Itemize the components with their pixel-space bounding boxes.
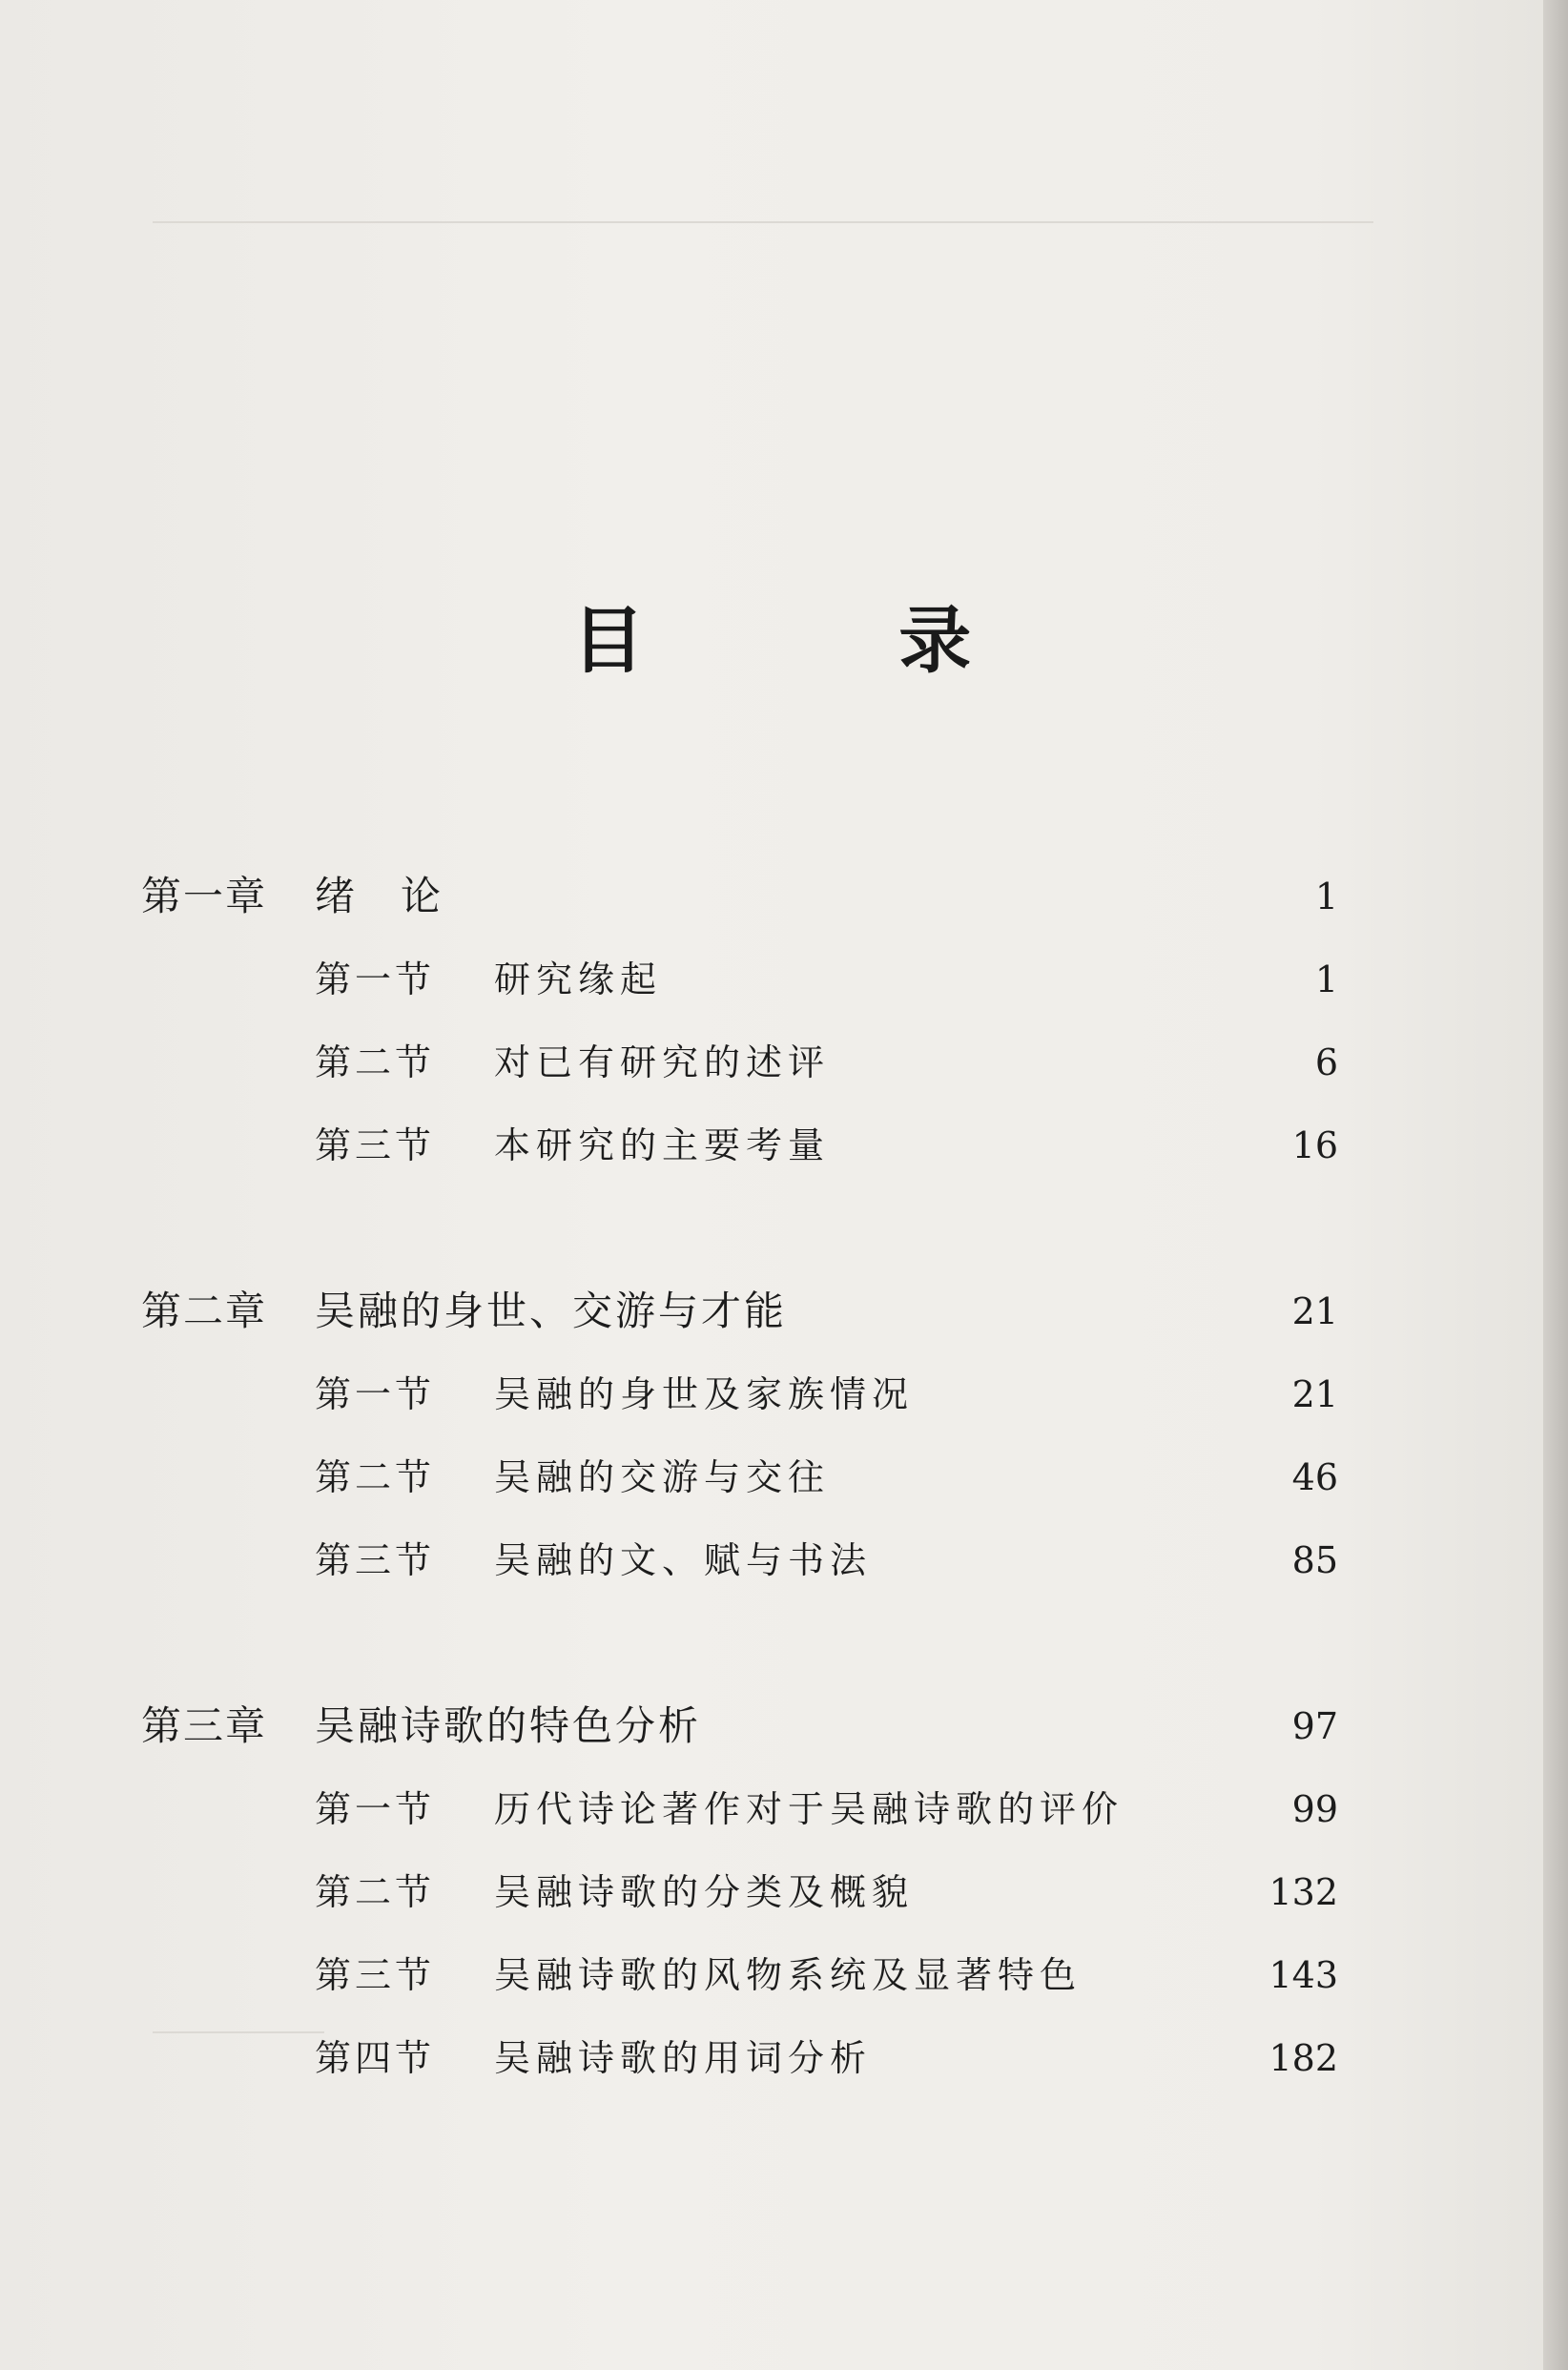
toc-section-2-2[interactable] bbox=[315, 1449, 1338, 1506]
section-title: 历代诗论著作对于吴融诗歌的评价 bbox=[494, 1788, 1124, 1830]
section-label: 第二节 bbox=[315, 1456, 436, 1498]
section-title: 对已有研究的述评 bbox=[494, 1041, 831, 1083]
page-edge bbox=[1543, 0, 1568, 2370]
section-title: 吴融诗歌的用词分析 bbox=[494, 2037, 873, 2079]
chapter-title: 吴融的身世、交游与才能 bbox=[315, 1288, 788, 1334]
bleed-header-rule bbox=[153, 221, 1373, 223]
section-label: 第三节 bbox=[315, 1539, 436, 1581]
chapter-title: 绪 论 bbox=[315, 873, 444, 919]
section-label: 第一节 bbox=[315, 958, 436, 1000]
section-page-number: 1 bbox=[1314, 958, 1338, 1000]
section-page-number: 46 bbox=[1291, 1456, 1338, 1498]
toc-section-1-2[interactable] bbox=[315, 1034, 1338, 1091]
section-page-number: 21 bbox=[1291, 1373, 1338, 1415]
chapter-page-number: 21 bbox=[1291, 1290, 1338, 1332]
toc-section-2-3[interactable] bbox=[315, 1532, 1338, 1589]
toc-section-2-1[interactable] bbox=[315, 1366, 1338, 1423]
bleed-footnote-rule bbox=[153, 2031, 324, 2033]
section-label: 第四节 bbox=[315, 2037, 436, 2079]
toc-chapter-2[interactable] bbox=[141, 1283, 1338, 1340]
section-page-number: 99 bbox=[1291, 1788, 1338, 1830]
section-title: 本研究的主要考量 bbox=[494, 1124, 831, 1166]
chapter-title: 吴融诗歌的特色分析 bbox=[315, 1702, 702, 1749]
section-title: 吴融的文、赋与书法 bbox=[494, 1539, 873, 1581]
section-title: 吴融的交游与交往 bbox=[494, 1456, 831, 1498]
section-title: 吴融诗歌的分类及概貌 bbox=[494, 1871, 915, 1913]
page-title: 目 录 bbox=[571, 597, 1086, 683]
section-title: 研究缘起 bbox=[494, 958, 663, 1000]
section-title: 吴融的身世及家族情况 bbox=[494, 1373, 915, 1415]
toc-section-3-1[interactable] bbox=[315, 1781, 1338, 1838]
toc-section-1-1[interactable] bbox=[315, 951, 1338, 1008]
toc-section-1-3[interactable] bbox=[315, 1117, 1338, 1174]
section-page-number: 16 bbox=[1291, 1124, 1338, 1166]
chapter-label: 第三章 bbox=[141, 1702, 268, 1749]
section-label: 第二节 bbox=[315, 1871, 436, 1913]
toc-chapter-1[interactable] bbox=[141, 868, 1338, 925]
section-page-number: 132 bbox=[1269, 1871, 1338, 1913]
section-page-number: 143 bbox=[1269, 1954, 1338, 1996]
section-label: 第二节 bbox=[315, 1041, 436, 1083]
chapter-page-number: 97 bbox=[1291, 1705, 1338, 1747]
toc-section-3-4[interactable] bbox=[315, 2030, 1338, 2087]
toc-section-3-2[interactable] bbox=[315, 1864, 1338, 1921]
section-label: 第一节 bbox=[315, 1373, 436, 1415]
chapter-label: 第一章 bbox=[141, 873, 268, 919]
toc-chapter-3[interactable] bbox=[141, 1698, 1338, 1755]
section-page-number: 182 bbox=[1269, 2037, 1338, 2079]
section-page-number: 6 bbox=[1314, 1041, 1338, 1083]
section-title: 吴融诗歌的风物系统及显著特色 bbox=[494, 1954, 1083, 1996]
section-label: 第三节 bbox=[315, 1124, 436, 1166]
chapter-label: 第二章 bbox=[141, 1288, 268, 1334]
section-page-number: 85 bbox=[1291, 1539, 1338, 1581]
toc-section-3-3[interactable] bbox=[315, 1947, 1338, 2004]
section-label: 第三节 bbox=[315, 1954, 436, 1996]
section-label: 第一节 bbox=[315, 1788, 436, 1830]
chapter-page-number: 1 bbox=[1314, 876, 1338, 917]
